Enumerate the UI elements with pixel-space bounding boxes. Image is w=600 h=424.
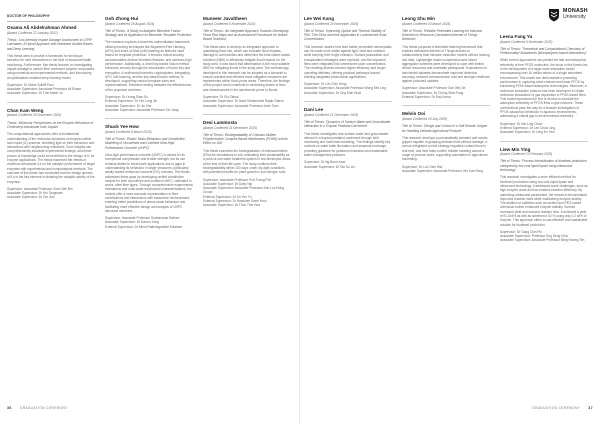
supervisor: Supervisor: Dr Leung Siaw Su: [105, 95, 148, 100]
thesis-abstract: This thesis proposes a federated learning framework that enables distributed Internet of Things devices to collaboratively train intrusion detection models without sharing raw data. Lightweight model compression and robust aggregation schemes were developed to cope with limited device resources and unreliable participants. Evaluations on benchmark datasets demonstrate improved detection accuracy, reduced communication cost and stronger resilience against poisoned updates.: [402, 44, 490, 84]
associate-supervisor: External Supervisor: Dr Raj Kumar: [402, 95, 451, 100]
graduate-entry: [304, 107, 392, 169]
associate-supervisor: Associate Supervisor: Dr Nasir Mohammed Rajab Garish: [203, 99, 284, 104]
logo-line-2: University: [563, 14, 586, 20]
thesis-title: Thesis: 'Low-Intensity Impact Damage Assessment in CFRP Laminates: A Hybrid Approach with Nonlinear Guided Waves and Deep Learning': [7, 38, 93, 51]
supervisor: Supervisor: Associate Professor Sudharshan Rathee: [105, 216, 180, 221]
graduate-entry: [203, 120, 291, 208]
supervisor: Supervisor: Dr Ein Zainal: [203, 95, 239, 100]
award-date: (Award Conferred 11 December 2025): [203, 125, 257, 130]
award-date: (Award Conferred 13 February 2025): [500, 152, 553, 157]
graduate-name: Osama Ali Abdelrahman Ahmed: [7, 25, 77, 31]
entry-divider: [7, 102, 95, 103]
associate-supervisor: Associate Supervisor: Dr Chong Siew Fang: [402, 90, 464, 95]
graduate-name: Dani Lee: [304, 107, 324, 113]
graduate-name: Leena Fang Yu: [500, 34, 533, 39]
thesis-abstract: The research explores a biometric authentication framework utilising learning techniques like Alignment-Free Hashing (AFH) and Index-of-Max (IoM) hashing as features used based for template protection. It ensures robust security, accommodates diverse biometric features, and achieves high performance. Additionally, a novel key-based fusion method enhances security through the introduction of fusion key and encryption. A multimodal biometric cryptosystem, integrating AFH, IoM hashing, and the key-based fusion method, is developed, supporting various template sizes and representations. Extensive testing validates the effectiveness of the proposed schemes.: [105, 40, 192, 92]
graduate-name: Shuck Yee How: [105, 124, 139, 130]
thesis-title: Title of Thesis: 'Elastic Strain Behaviour and Constitutive Modelling of Unconfined and Confined Ultra-High Performance Concrete (UHPC)': [105, 137, 185, 150]
award-date: (Award Conferred 21 December 2025): [304, 112, 359, 117]
thesis-title: Title of Thesis: 'Theoretical and Computational Chemistry of Perfluoroalkyl Substances (Monopolymer-based Adsorbents)': [500, 46, 587, 56]
graduate-name: Goh Zhong Hui: [105, 16, 139, 21]
thesis-title: Title of Thesis: 'A Study on Adaptive Biometric Fusion Strategy and its Application on Biometric Template Protection': [105, 28, 192, 38]
thesis-title: Title of Thesis: 'Design and Control of a Soft Robotic Gripper for Handling Delicate Agricultural Produce': [402, 124, 488, 133]
thesis-abstract: This thesis aims to provide a framework for technique selection for new researchers in the field of structural health monitoring. Furthermore, this thesis focuses on investigating impact damage in carbon fibre reinforced polymer composites using numerical and experimental methods, and introducing an optimisation enabled deep learning model.: [7, 54, 95, 80]
column-2: [105, 16, 193, 235]
associate-supervisor: Associate Supervisor: Dr Tan Julo: [7, 195, 55, 200]
supervisor: Supervisor: Dr Ng Boon Keat: [304, 160, 346, 165]
thesis-abstract: This thesis investigates how surface water and groundwater interact in a tropical peatland catchment through field monitoring and numerical modelling. The findings identify key controls on water table fluctuation and seasonal exchange, providing guidance for peatland restoration and sustainable water management practices.: [304, 131, 391, 158]
thesis-abstract: This thesis aims to develop an integrated approach to quantifying flood risk, which can evaluate flood impacts, damage to communities and determine the best nature-based solutions (NBS) to effectively mitigate flood impacts for the study area. It was found that afforestation is the most suitable NBS for mitigating floods in the study area. The methodology developed in this research can be adopted as a blueprint to ensure practical and effective flood mitigation measures are implemented within flood-prone areas. Therefore, the findings of this project could contribute to minimising losses of lives and infrastructures in the catchments prone to floods.: [203, 44, 290, 92]
associate-supervisor: Associate Supervisor: Associate Professor Ann Loo Hung Chuan: [203, 186, 284, 195]
supervisor: Supervisor: Dr Mohd Zulkifli Paul: [7, 82, 54, 87]
graduate-name: Melvin Ooi: [402, 111, 426, 117]
associate-supervisor: Associate Supervisor: Dr Thon Thio Hoa: [203, 203, 260, 208]
associate-supervisor: External Supervisor: Dr Minot Rattchegradimi Eslaham: [105, 224, 183, 229]
graduate-entry: [105, 16, 193, 112]
graduate-name: Muneeer Javaltheen: [203, 16, 247, 21]
award-date: (Award Conferred 15 July 2025): [402, 116, 448, 121]
thesis-abstract: Ultra-high performance concrete (UHPC) is valued for its exceptional compression and tensile strength, but its use remains limited to small scale applications due to gaps in understanding its behaviour in larger structures, particularly axially loaded reinforced concrete (RC) columns. This thesis addresses these gaps by developing unified constitutive models for both unconfined and confined UHPC, calibrated in works, steel fibre types. Through comprehensive experimental evaluations and multi-scale mechanical characterisations, the models offer a more accurate representation of fibre contributions and interactions with transverse reinforcement, enabling better predictions of stress-strain behaviour and facilitating more effective design and analysis of UHPC structural members.: [105, 153, 193, 213]
supervisor: Supervisor: Dr Lai Chee Wai: [402, 164, 443, 169]
supervisor: Supervisor: Dr Lim Chin Hong: [304, 82, 347, 87]
associate-supervisor: Associate Supervisor: Dr Tan Su Lin: [304, 164, 355, 169]
associate-supervisor: Associate Supervisor: Dr Ong Kian Huat: [304, 90, 361, 95]
footer-label: GRADUATION CEREMONY: [19, 406, 68, 410]
associate-supervisor: Associate Supervisor: Dr Dally Yap: [203, 181, 253, 186]
column-5: [402, 16, 490, 179]
thesis-abstract: This research develops a pneumatically actuated soft robotic gripper capable of grasping delicate fruits without damage. A sensor-integrated control strategy regulates contact force in real time, and field trials confirm reliable handling across a range of produce sizes, supporting automation in agricultural harvesting.: [402, 135, 488, 162]
associate-supervisor: Associate Supervisor: Associate Professor Xin Yang: [105, 107, 179, 112]
column-6: [500, 34, 588, 249]
associate-supervisor: External Supervisor: Dr Hwachee Swee Hooi: [203, 198, 267, 203]
graduate-name: Desi Lammosta: [203, 119, 237, 125]
associate-supervisor: Associate Supervisor: Dr Jin Zhe: [105, 103, 152, 108]
thesis-title: Title of Thesis: 'Improving Optical and Thermal Stability of PNC Thin Films and their Application in Luminescent Solar Concentrators': [304, 28, 387, 42]
award-date: (Award Conferred 9 November 2024): [203, 21, 256, 26]
graduate-entry: [304, 16, 392, 95]
logo-line-1: MONASH: [563, 8, 588, 15]
thesis-abstract: This research studies how lead halide perovskite nanocrystals can be made more stable against light, heat and moisture while keeping their bright emission. Surface passivation and encapsulation strategies were explored, and the improved films were integrated into luminescent solar concentrators. The resulting devices showed higher efficiency and longer operating lifetimes, offering practical pathways toward building-integrated photovoltaic applications.: [304, 44, 392, 79]
footer-label: GRADUATION CEREMONY: [532, 406, 581, 410]
thesis-title: Title of Thesis: 'Process intensification of biodiesel production catalyzed by low-cost liquid lipase using ultrasound technology': [500, 159, 587, 173]
graduate-name: Lee Wei Kang: [304, 16, 335, 21]
associate-supervisor: Associate Supervisor: Professor Eng Seng Chia: [500, 234, 568, 239]
thesis-abstract: While current approaches can predict the fate and adsorption selectivity of free PFOS molecules, the focus in this thesis lies in the development of a large-scale simulation model encompassing over 16 million atoms of a single adsorbent environment. This model can demonstrate a promising performance in capturing short-chained and linear PFOS by enhancing PFAS-based adsorption technologies. Moreover, a molecular simulation protocol has been developed to obtain molecular simulations of gas separation in PFAS-based films. This model represents the first of its kind to simulate the adsorption selectivity of PFOS films in gas mixtures. These contributions pave the way for a broader investigation of PFOS adsorption behaviour in aqueous environments, addressing a critical gap in environmental chemistry.: [500, 58, 588, 119]
associate-supervisor: Associate Supervisor: Associate Professor Ali Elnasr: [7, 87, 82, 92]
graduate-entry: [105, 124, 193, 229]
associate-supervisor: Associate Supervisor: Dr Leng En Yew: [500, 130, 555, 135]
award-date: (Award Conferred 28 August 2024): [105, 21, 155, 26]
supervisor: Supervisor: Associate Professor Poh Foong Poh: [203, 177, 272, 182]
graduate-entry: [500, 147, 588, 243]
graduate-name: Chan Kam Weng: [7, 107, 44, 113]
graduate-entry: [7, 108, 95, 200]
entry-divider: [203, 114, 291, 115]
associate-supervisor: Associate Supervisor: Associate Professor Wong Mei Ling: [304, 86, 386, 91]
page-number: 36: [7, 406, 12, 410]
entry-divider: [304, 101, 392, 102]
thesis-title: Title of Thesis: 'Reliable Federated Learning for Intrusion Detection in Resource-Constrained Internet of Things Networks': [402, 28, 483, 42]
section-header: DOCTOR OF PHILOSOPHY: [7, 14, 95, 22]
shield-icon: [548, 8, 560, 22]
column-4: [304, 16, 392, 175]
associate-supervisor: Associate Supervisor: Associate Professor Amin Tiam: [203, 103, 279, 108]
associate-supervisor: Associate Supervisor: Dr Tran Manh Vu: [7, 91, 63, 96]
associate-supervisor: Associate Supervisor: Associate Professor Yeo Kah Seng: [402, 168, 483, 173]
associate-supervisor: Associate Supervisor: Dr Darren Kong: [105, 220, 160, 225]
award-date: (Award Conferred 8 March 2025): [105, 129, 152, 134]
associate-supervisor: External Supervisor: Dr Lee Chow Ling: [500, 125, 556, 130]
supervisor: Supervisor: Dr Min Ling Chew: [500, 121, 543, 126]
associate-supervisor: External Supervisor: Dr Yim Long Jie: [105, 99, 158, 104]
thesis-title: Thesis: 'Molecular Perspectives on the Enzymic Behaviour of Cholesteryl-Arbutoside Ionic Liquids': [7, 120, 94, 129]
graduate-entry: [402, 111, 490, 173]
supervisor: Supervisor: Associate Professor Goh Wei Jie: [402, 86, 466, 91]
associate-supervisor: Associate Supervisor: Dr Hui Tangwuen: [7, 191, 64, 196]
associate-supervisor: External Supervisor: Dr Ku Yen Yu: [203, 194, 252, 199]
award-date: (Award Conferred 20 November 2025): [304, 21, 359, 26]
thesis-title: Title of Thesis: 'An Integrated Approach Towards Developing Flood Risk Maps and an Assessment Framework for Nature-Based Solutions': [203, 28, 289, 42]
supervisor: Supervisor: Dr Gang Chin Pin: [500, 229, 542, 234]
award-date: (Award Conferred 20 November 2020): [7, 113, 62, 118]
thesis-abstract: The computational approaches offer a fundamental understanding of the molecular dynamics of enzymes within ionic liquid (IL) systems, shedding light on their behaviour and interactions with neighbouring molecules. Such insights can comprehensively elucidate experimental findings, and these proven of knowledge could be beneficial to the design of IL for enzyme applications. The thesis examined the effects of cholinium arbutoside ILs on the catalytic performance of target enzymes with experimental and computational methods. The outcome of this thesis has concluded that the design species of ILs is the key element in dictating the catalytic activity of the enzymes.: [7, 132, 95, 184]
monash-logo: [548, 8, 588, 22]
thesis-title: Title of Thesis: 'Dynamics of Surface Water and Groundwater Interaction in a Tropical Peatland Catchment': [304, 119, 391, 129]
graduate-entry: [7, 25, 95, 95]
graduate-entry: [203, 16, 291, 108]
graduate-entry: [402, 16, 490, 99]
award-date: (Award Conferred 9 November 2025): [500, 39, 553, 44]
right-footer: [532, 406, 593, 410]
page-number: 37: [588, 406, 593, 410]
entry-divider: [402, 105, 490, 106]
thesis-title: Title of Thesis: 'Biodegradability of Chitosan-Mullein Polyelectrolyte Complex-Based Membranes (PCMN) and Its Effect on Soil': [203, 132, 288, 146]
award-date: (Award Conferred 22 January 2021): [7, 30, 58, 35]
supervisor: Supervisor: Associate Professor Chen Wei Bin: [7, 186, 73, 191]
thesis-abstract: This research investigates a more efficient method for biodiesel production using low-cost liquid lipase and ultrasound technology. It addresses some challenges, such as high enzyme costs and low reaction reaction efficiency. By optimising ultrasound parameters, the research demonstrated improved reaction rates while maintaining enzyme activity. The addition of additives such as sorbitol and PEG-based chemicals further enhanced enzyme stability. Sorbitol increased yield and reduced reaction time. It achieved a yield of 91.3±4% as well as achieved a 52 % using only 0.2 wt% of enzyme. This approach offers a cost-effective and sustainable solution for biodiesel production.: [500, 175, 588, 227]
thesis-abstract: This thesis examines the biodegradation of chitosan/mullein (PEaLKe membranes in soil, evaluating their sustainability as a point-of-use water treatment system in low-developed areas at the end of their life cycle. The study confirms their biodegradability within 100 days under dry-light conditions, with potential benefits for plant growth in low-nitrogen soils.: [203, 148, 291, 175]
graduate-name: Leong Shu Min: [402, 16, 435, 21]
column-1: [7, 14, 95, 206]
graduate-name: Liew Min Ying: [500, 146, 531, 152]
entry-divider: [105, 118, 193, 119]
left-footer: [7, 406, 68, 410]
graduate-entry: [500, 34, 588, 135]
award-date: (Award Conferred 10 March 2025): [402, 21, 451, 26]
column-3: [203, 16, 291, 214]
associate-supervisor: Associate Supervisor: Associate Professor Ming Hwang Teh: [500, 238, 585, 243]
entry-divider: [500, 141, 588, 142]
